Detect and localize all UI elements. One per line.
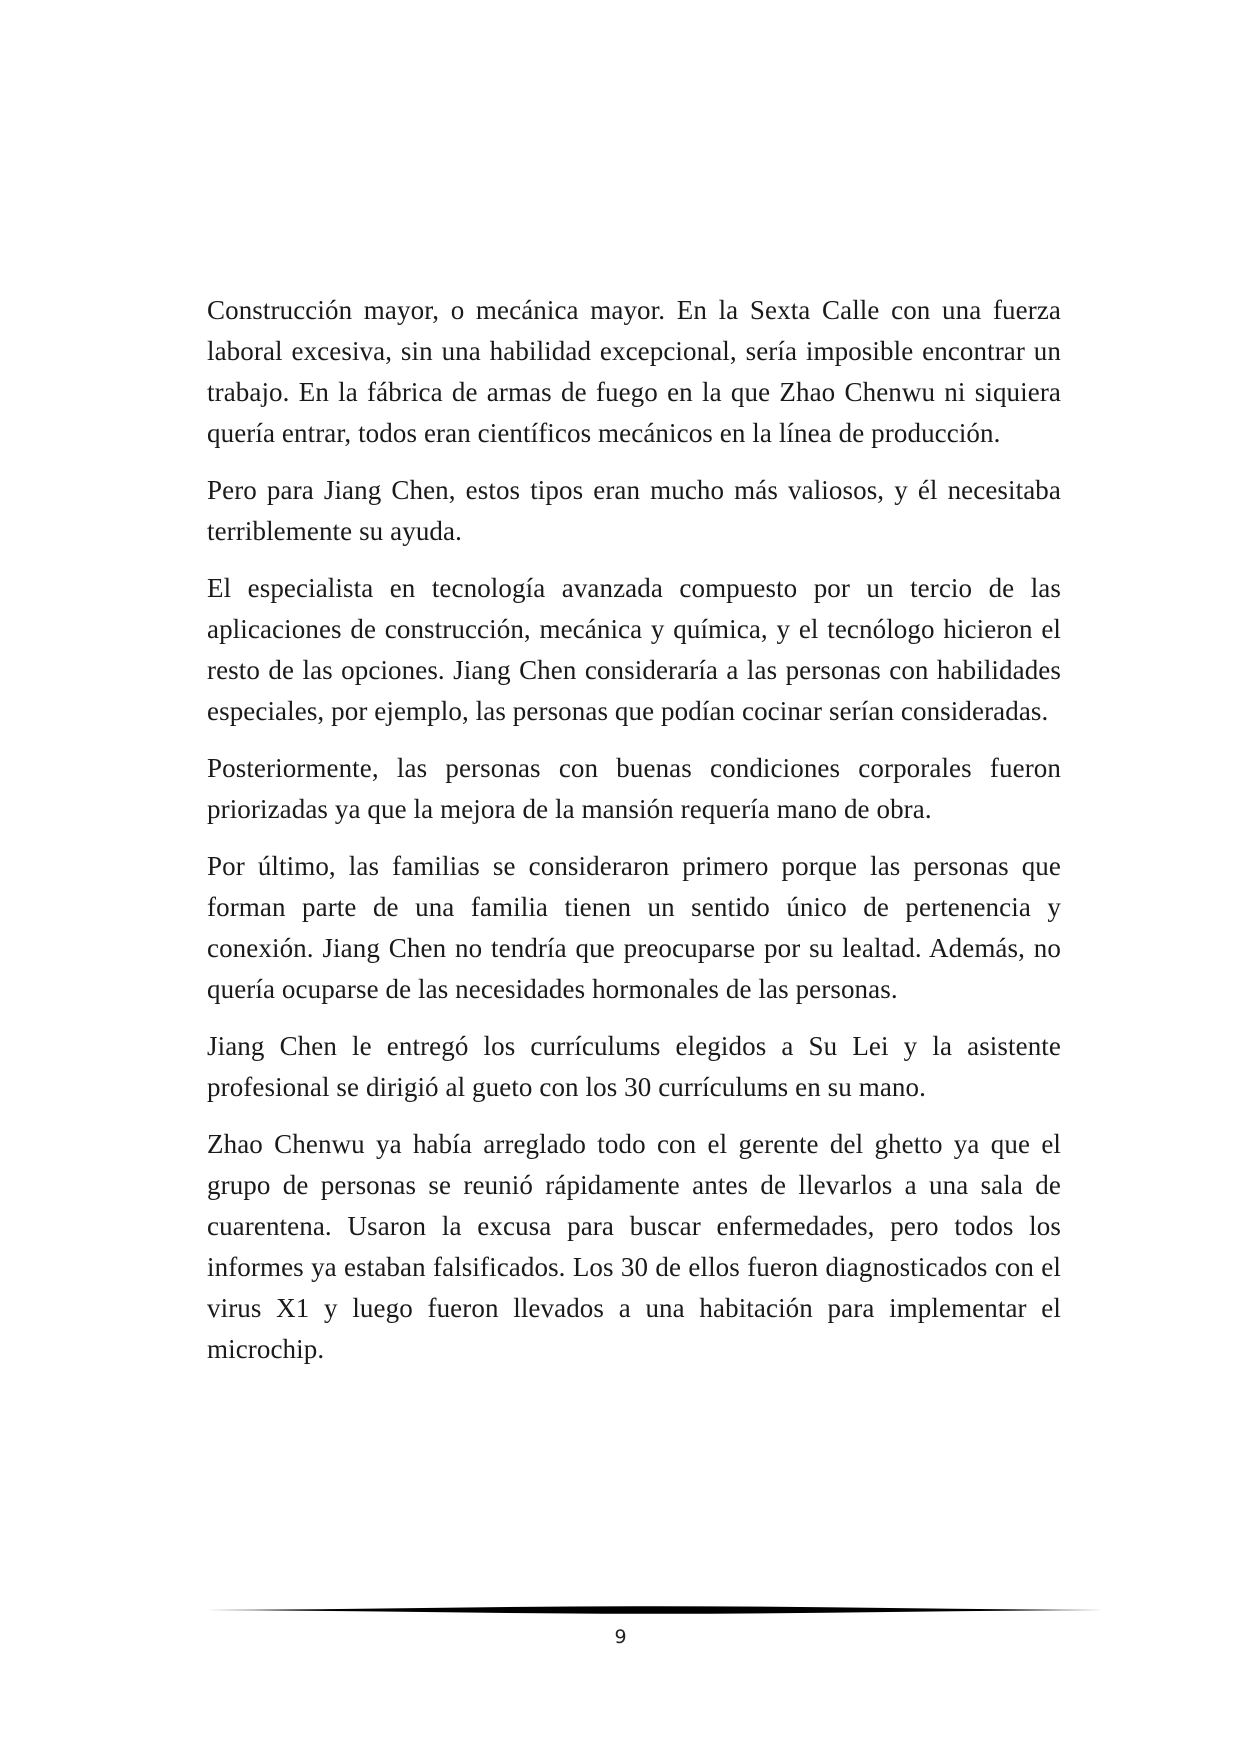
paragraph: Posteriormente, las personas con buenas condiciones corporales fueron priorizadas ya que la mejora de la mansión requería mano de obra. <box>207 753 1061 824</box>
paragraph: Por último, las familias se consideraron primero porque las personas que forman parte de una familia tienen un sentido único de pertenencia y conexión. Jiang Chen no tendría que preocuparse por su lealtad. Además, no quería ocuparse de las necesidades hormonales de las personas. <box>207 851 1061 1004</box>
paragraph: Construcción mayor, o mecánica mayor. En la Sexta Calle con una fuerza laboral excesiva, sin una habilidad excepcional, sería imposible encontrar un trabajo. En la fábrica de armas de fuego en la que Zhao Chenwu ni siquiera quería entrar, todos eran científicos mecánicos en la línea de producción. <box>207 295 1061 448</box>
page-number: 9 <box>614 1626 627 1648</box>
footer-divider-swell <box>207 1606 1104 1614</box>
paragraph: Zhao Chenwu ya había arreglado todo con el gerente del ghetto ya que el grupo de personas se reunió rápidamente antes de llevarlos a una sala de cuarentena. Usaron la excusa para buscar enfermedades, pero todos los informes ya estaban falsificados. Los 30 de ellos fueron diagnosticados con el virus X1 y luego fueron llevados a una habitación para implementar el microchip. <box>207 1129 1061 1364</box>
page-body <box>207 290 1061 1386</box>
paragraph: Jiang Chen le entregó los currículums elegidos a Su Lei y la asistente profesional se dirigió al gueto con los 30 currículums en su mano. <box>207 1031 1061 1102</box>
footer-divider <box>207 1604 1104 1616</box>
paragraph: El especialista en tecnología avanzada compuesto por un tercio de las aplicaciones de construcción, mecánica y química, y el tecnólogo hicieron el resto de las opciones. Jiang Chen consideraría a las personas con habilidades especiales, por ejemplo, las personas que podían cocinar serían consideradas. <box>207 573 1061 726</box>
paragraph: Pero para Jiang Chen, estos tipos eran mucho más valiosos, y él necesitaba terriblemente su ayuda. <box>207 475 1061 546</box>
